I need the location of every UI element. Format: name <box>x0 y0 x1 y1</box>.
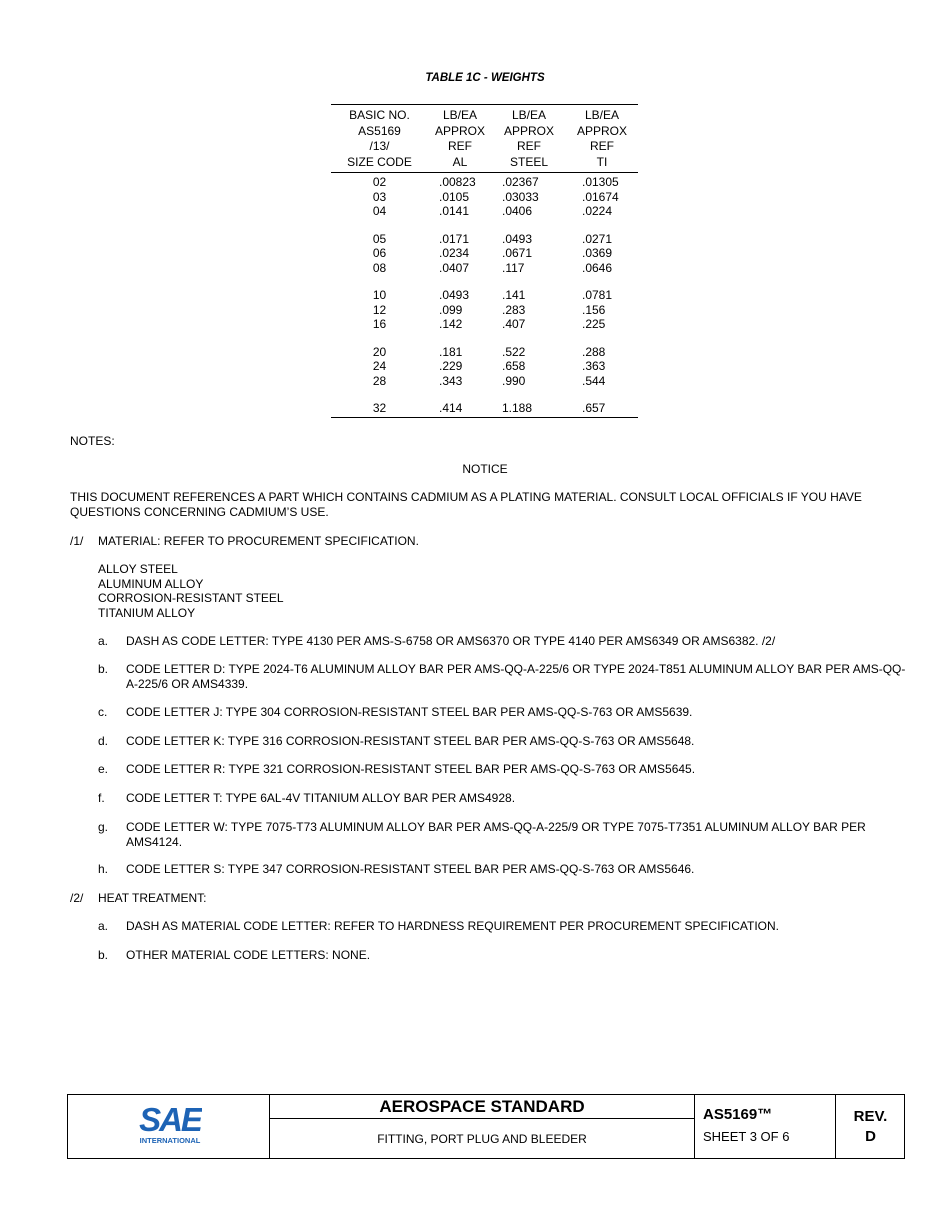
note-1-marker: /1/ <box>70 534 84 548</box>
size-code-cell: 24 <box>372 359 387 373</box>
note-1-item-letter: f. <box>98 791 105 805</box>
note-1-item-text: DASH AS CODE LETTER: TYPE 4130 PER AMS-S-6758 OR AMS6370 OR TYPE 4140 PER AMS6349 OR AMS6382. /2/ <box>126 634 776 648</box>
steel-weight-cell: .522 <box>502 344 526 359</box>
table-row-group <box>331 175 638 219</box>
note-1-item-text: CODE LETTER J: TYPE 304 CORROSION-RESISTANT STEEL BAR PER AMS-QQ-S-763 OR AMS5639. <box>126 705 693 719</box>
document-number: AS5169™ <box>703 1106 773 1123</box>
size-code-cell: 10 <box>372 288 387 302</box>
header-line: LB/EA <box>511 108 547 122</box>
revision-label: REV. <box>853 1108 888 1125</box>
table-row <box>331 190 638 205</box>
header-line: REF <box>517 139 541 153</box>
header-line: BASIC NO. <box>349 108 410 122</box>
ti-weight-cell: .363 <box>582 359 606 373</box>
header-steel <box>492 108 566 170</box>
table-row <box>331 246 638 261</box>
notes-label: NOTES: <box>70 434 115 448</box>
al-weight-cell: .00823 <box>439 175 476 189</box>
al-weight-cell: .181 <box>439 344 463 359</box>
table-row <box>331 204 638 219</box>
al-weight-cell: .0105 <box>439 189 470 204</box>
title-cell <box>270 1095 695 1158</box>
size-code-cell: 28 <box>372 373 387 388</box>
ti-weight-cell: .156 <box>582 302 606 317</box>
table-row-group <box>331 232 638 276</box>
header-line: LB/EA <box>442 108 478 122</box>
note-2-item-letter: a. <box>98 919 109 933</box>
table-row <box>331 359 638 374</box>
ti-weight-cell: .0369 <box>582 246 613 260</box>
ti-weight-cell: .0271 <box>582 231 613 246</box>
size-code-cell: 02 <box>372 175 387 189</box>
table-row-group <box>331 401 638 416</box>
materials-list <box>98 562 284 620</box>
ti-weight-cell: .01674 <box>582 189 619 204</box>
size-code-cell: 32 <box>372 401 387 415</box>
steel-weight-cell: .0406 <box>502 204 533 218</box>
header-line: SIZE CODE <box>347 154 412 169</box>
table-row-group <box>331 288 638 332</box>
steel-weight-cell: .141 <box>502 288 526 302</box>
header-line: APPROX <box>503 123 554 138</box>
header-basic-no <box>331 108 428 170</box>
part-title: FITTING, PORT PLUG AND BLEEDER <box>377 1132 587 1146</box>
ti-weight-cell: .0781 <box>582 288 613 302</box>
note-1-item-letter: d. <box>98 734 109 748</box>
document-cell <box>695 1095 836 1158</box>
note-1-item-letter: e. <box>98 762 109 776</box>
material-item: TITANIUM ALLOY <box>98 605 196 620</box>
steel-weight-cell: .990 <box>502 373 526 388</box>
table-row <box>331 303 638 318</box>
weights-table <box>331 104 638 418</box>
table-row <box>331 175 638 190</box>
note-1-item-text: CODE LETTER R: TYPE 321 CORROSION-RESISTANT STEEL BAR PER AMS-QQ-S-763 OR AMS5645. <box>126 762 696 776</box>
note-1-item-letter: c. <box>98 705 108 719</box>
steel-weight-cell: .02367 <box>502 175 539 189</box>
steel-weight-cell: .0493 <box>502 231 533 246</box>
title-block <box>67 1094 905 1159</box>
table-header <box>331 105 638 173</box>
sae-logo-text: SAE <box>139 1101 201 1138</box>
al-weight-cell: .0171 <box>439 231 470 246</box>
al-weight-cell: .343 <box>439 373 463 388</box>
header-line: REF <box>448 139 472 153</box>
size-code-cell: 08 <box>372 260 387 275</box>
header-line: AL <box>452 154 468 169</box>
standard-label: AEROSPACE STANDARD <box>270 1095 694 1119</box>
table-row-group <box>331 345 638 389</box>
note-1-item-letter: h. <box>98 862 109 876</box>
size-code-cell: 05 <box>372 231 387 246</box>
ti-weight-cell: .657 <box>582 401 606 415</box>
al-weight-cell: .0141 <box>439 204 470 218</box>
table-row <box>331 374 638 389</box>
size-code-cell: 20 <box>372 344 387 359</box>
header-line: /13/ <box>369 139 390 153</box>
ti-weight-cell: .0224 <box>582 204 613 218</box>
ti-weight-cell: .225 <box>582 317 606 331</box>
notice-heading: NOTICE <box>462 462 508 476</box>
ti-weight-cell: .01305 <box>582 175 619 189</box>
table-row <box>331 261 638 276</box>
material-item: ALUMINUM ALLOY <box>98 576 204 591</box>
note-1-item-letter: b. <box>98 662 109 676</box>
note-2-marker: /2/ <box>70 891 84 905</box>
material-item: ALLOY STEEL <box>98 562 178 576</box>
table-row <box>331 345 638 360</box>
table-title: TABLE 1C - WEIGHTS <box>425 72 545 84</box>
header-line: STEEL <box>509 154 548 169</box>
table-row <box>331 288 638 303</box>
header-line: TI <box>596 154 608 169</box>
header-line: APPROX <box>576 123 627 138</box>
revision-cell <box>836 1095 905 1158</box>
header-line: AS5169 <box>358 123 401 138</box>
al-weight-cell: .099 <box>439 302 463 317</box>
ti-weight-cell: .0646 <box>582 260 613 275</box>
note-1-item-letter: g. <box>98 820 109 834</box>
note-2-text: HEAT TREATMENT: <box>98 891 207 905</box>
steel-weight-cell: .283 <box>502 302 526 317</box>
material-item: CORROSION-RESISTANT STEEL <box>98 591 284 605</box>
sae-logo-subtext: INTERNATIONAL <box>139 1136 201 1145</box>
cadmium-notice: THIS DOCUMENT REFERENCES A PART WHICH CONTAINS CADMIUM AS A PLATING MATERIAL. CONSULT LOCAL OFFICIALS IF YOU HAVE QUESTIONS CONCERNING CADMIUM’S USE. <box>70 490 862 519</box>
al-weight-cell: .229 <box>439 359 463 373</box>
al-weight-cell: .142 <box>439 317 463 331</box>
sheet-number: SHEET 3 OF 6 <box>703 1129 790 1144</box>
note-1-item-text: CODE LETTER K: TYPE 316 CORROSION-RESISTANT STEEL BAR PER AMS-QQ-S-763 OR AMS5648. <box>126 734 695 748</box>
header-line: REF <box>590 139 614 153</box>
ti-weight-cell: .288 <box>582 344 606 359</box>
steel-weight-cell: 1.188 <box>502 401 533 415</box>
header-ti <box>566 108 638 170</box>
steel-weight-cell: .117 <box>502 260 525 275</box>
sae-logo <box>138 1101 202 1145</box>
note-2-item-text: OTHER MATERIAL CODE LETTERS: NONE. <box>126 948 371 962</box>
note-1-text: MATERIAL: REFER TO PROCUREMENT SPECIFICATION. <box>98 534 419 548</box>
note-2-item-letter: b. <box>98 948 109 962</box>
note-1-item-letter: a. <box>98 634 109 648</box>
al-weight-cell: .0234 <box>439 246 470 260</box>
size-code-cell: 12 <box>372 302 387 317</box>
steel-weight-cell: .0671 <box>502 246 533 260</box>
table-row <box>331 401 638 416</box>
size-code-cell: 04 <box>372 204 387 218</box>
table-body <box>331 173 638 417</box>
size-code-cell: 03 <box>372 189 387 204</box>
header-line: LB/EA <box>584 108 620 122</box>
revision-value: D <box>865 1128 876 1145</box>
steel-weight-cell: .407 <box>502 317 526 331</box>
size-code-cell: 06 <box>372 246 387 260</box>
steel-weight-cell: .658 <box>502 359 526 373</box>
al-weight-cell: .0493 <box>439 288 470 302</box>
note-1-item-text: CODE LETTER T: TYPE 6AL-4V TITANIUM ALLOY BAR PER AMS4928. <box>126 791 516 805</box>
note-1-item-text: CODE LETTER W: TYPE 7075-T73 ALUMINUM ALLOY BAR PER AMS-QQ-A-225/9 OR TYPE 7075-T7351 ALUMINUM ALLOY BAR PER AMS4124. <box>126 820 866 849</box>
header-al <box>428 108 492 170</box>
note-1-item-text: CODE LETTER D: TYPE 2024-T6 ALUMINUM ALLOY BAR PER AMS-QQ-A-225/6 OR TYPE 2024-T851 ALUMINUM ALLOY BAR PER AMS-QQ-A-225/6 OR AMS4339. <box>126 662 906 691</box>
logo-cell <box>68 1095 270 1158</box>
note-1-item-text: CODE LETTER S: TYPE 347 CORROSION-RESISTANT STEEL BAR PER AMS-QQ-S-763 OR AMS5646. <box>126 862 695 876</box>
size-code-cell: 16 <box>372 317 387 331</box>
table-row <box>331 317 638 332</box>
header-line: APPROX <box>434 123 485 138</box>
note-2-item-text: DASH AS MATERIAL CODE LETTER: REFER TO HARDNESS REQUIREMENT PER PROCUREMENT SPECIFICATION. <box>126 919 779 933</box>
steel-weight-cell: .03033 <box>502 189 539 204</box>
al-weight-cell: .0407 <box>439 260 470 275</box>
al-weight-cell: .414 <box>439 401 463 415</box>
table-row <box>331 232 638 247</box>
ti-weight-cell: .544 <box>582 373 606 388</box>
